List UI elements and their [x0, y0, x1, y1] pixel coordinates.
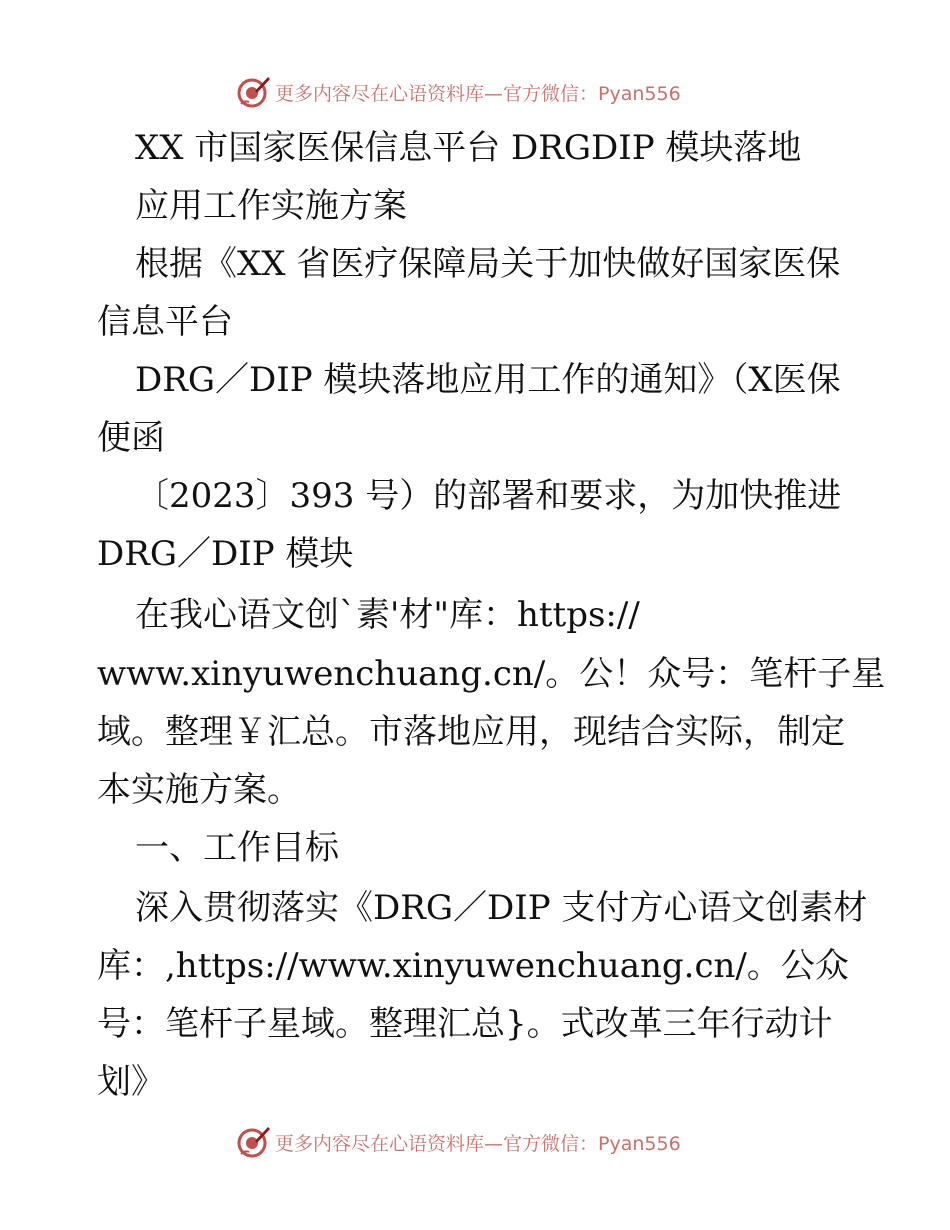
section-line-1: 深入贯彻落实《DRG／DIP 支付方心语文创素材: [135, 888, 868, 928]
section-line-2: 库：,https://www.xinyuwenchuang.cn/。公众: [97, 946, 849, 986]
section-heading: 一、工作目标: [135, 828, 339, 868]
section-line-3: 号：笔杆子星域。整理汇总}。式改革三年行动计: [97, 1004, 833, 1044]
body-line-10: 本实施方案。: [97, 770, 301, 810]
body-line-4: 便函: [97, 418, 165, 458]
body-line-3: DRG／DIP 模块落地应用工作的通知》（X医保: [135, 360, 841, 400]
header-banner: [235, 72, 681, 112]
body-line-1: 根据《XX 省医疗保障局关于加快做好国家医保: [135, 244, 841, 284]
body-line-8: www.xinyuwenchuang.cn/。公！众号：笔杆子星: [97, 654, 886, 694]
header-banner-text: 更多内容尽在心语资料库—官方微信：Pyan556: [275, 82, 681, 105]
body-line-2: 信息平台: [97, 302, 233, 342]
body-line-5: 〔2023〕393 号）的部署和要求，为加快推进: [135, 476, 842, 516]
footer-banner: [235, 1122, 681, 1162]
body-line-9: 域。整理￥汇总。市落地应用，现结合实际，制定: [97, 712, 845, 752]
document-title-line-1: XX 市国家医保信息平台 DRGDIP 模块落地: [135, 128, 802, 168]
footer-banner-text: 更多内容尽在心语资料库—官方微信：Pyan556: [275, 1132, 681, 1155]
section-line-4: 划》: [97, 1062, 165, 1102]
body-line-7: 在我心语文创`素'材"库：https://: [135, 595, 640, 635]
body-line-6: DRG／DIP 模块: [97, 534, 354, 574]
brush-logo-icon: [235, 1124, 271, 1160]
document-title-line-2: 应用工作实施方案: [135, 186, 407, 226]
brush-logo-icon: [235, 74, 271, 110]
